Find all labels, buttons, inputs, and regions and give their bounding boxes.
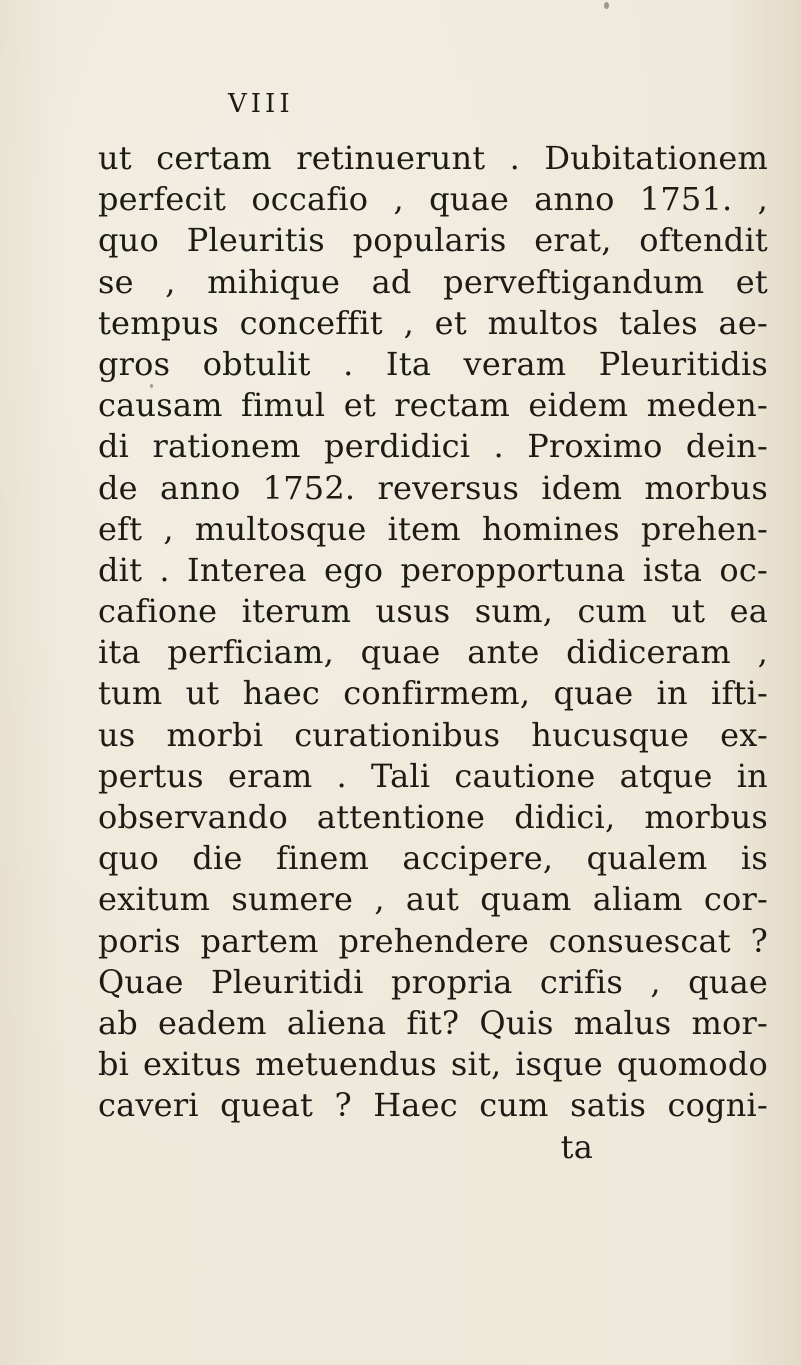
text-line: caveri queat ? Haec cum satis cogni- <box>98 1086 768 1125</box>
text-line: perfecit occafio , quae anno 1751. , <box>98 180 768 219</box>
text-line: dit . Interea ego peropportuna ista oc- <box>98 550 768 589</box>
ink-spot <box>604 2 609 9</box>
text-line: Quae Pleuritidi propria crifis , quae <box>98 962 768 1001</box>
text-line: poris partem prehendere consuescat ? <box>98 921 768 960</box>
text-line: di rationem perdidici . Proximo dein- <box>98 427 768 466</box>
text-line: cafione iterum usus sum, cum ut ea <box>98 592 768 631</box>
text-line: tempus conceffit , et multos tales ae- <box>98 303 768 342</box>
text-line: observando attentione didici, morbus <box>98 798 768 836</box>
text-line: tum ut haec confirmem, quae in ifti- <box>98 674 768 713</box>
text-line: ita perficiam, quae ante didiceram , <box>98 633 768 672</box>
text-line: ut certam retinuerunt . Dubitationem <box>98 139 768 177</box>
text-line: quo Pleuritis popularis erat, oftendit <box>98 221 768 260</box>
text-line: gros obtulit . Ita veram Pleuritidis <box>98 344 768 383</box>
text-line: ab eadem aliena fit? Quis malus mor- <box>98 1003 768 1042</box>
page-number-header: VIII <box>228 89 294 119</box>
text-line: pertus eram . Tali cautione atque in <box>98 756 768 795</box>
text-line: de anno 1752. reversus idem morbus <box>98 468 768 507</box>
text-line: us morbi curationibus hucusque ex- <box>98 715 768 754</box>
catchword: ta <box>560 1127 593 1166</box>
text-line: quo die finem accipere, qualem is <box>98 839 768 878</box>
body-text <box>98 138 768 1168</box>
text-line: eft , multosque item homines prehen- <box>98 509 768 548</box>
text-line: exitum sumere , aut quam aliam cor- <box>98 880 768 919</box>
text-line: bi exitus metuendus sit, isque quomodo <box>98 1045 768 1084</box>
text-line: se , mihique ad perveftigandum et <box>98 262 768 301</box>
text-line: causam fimul et rectam eidem meden- <box>98 386 768 425</box>
